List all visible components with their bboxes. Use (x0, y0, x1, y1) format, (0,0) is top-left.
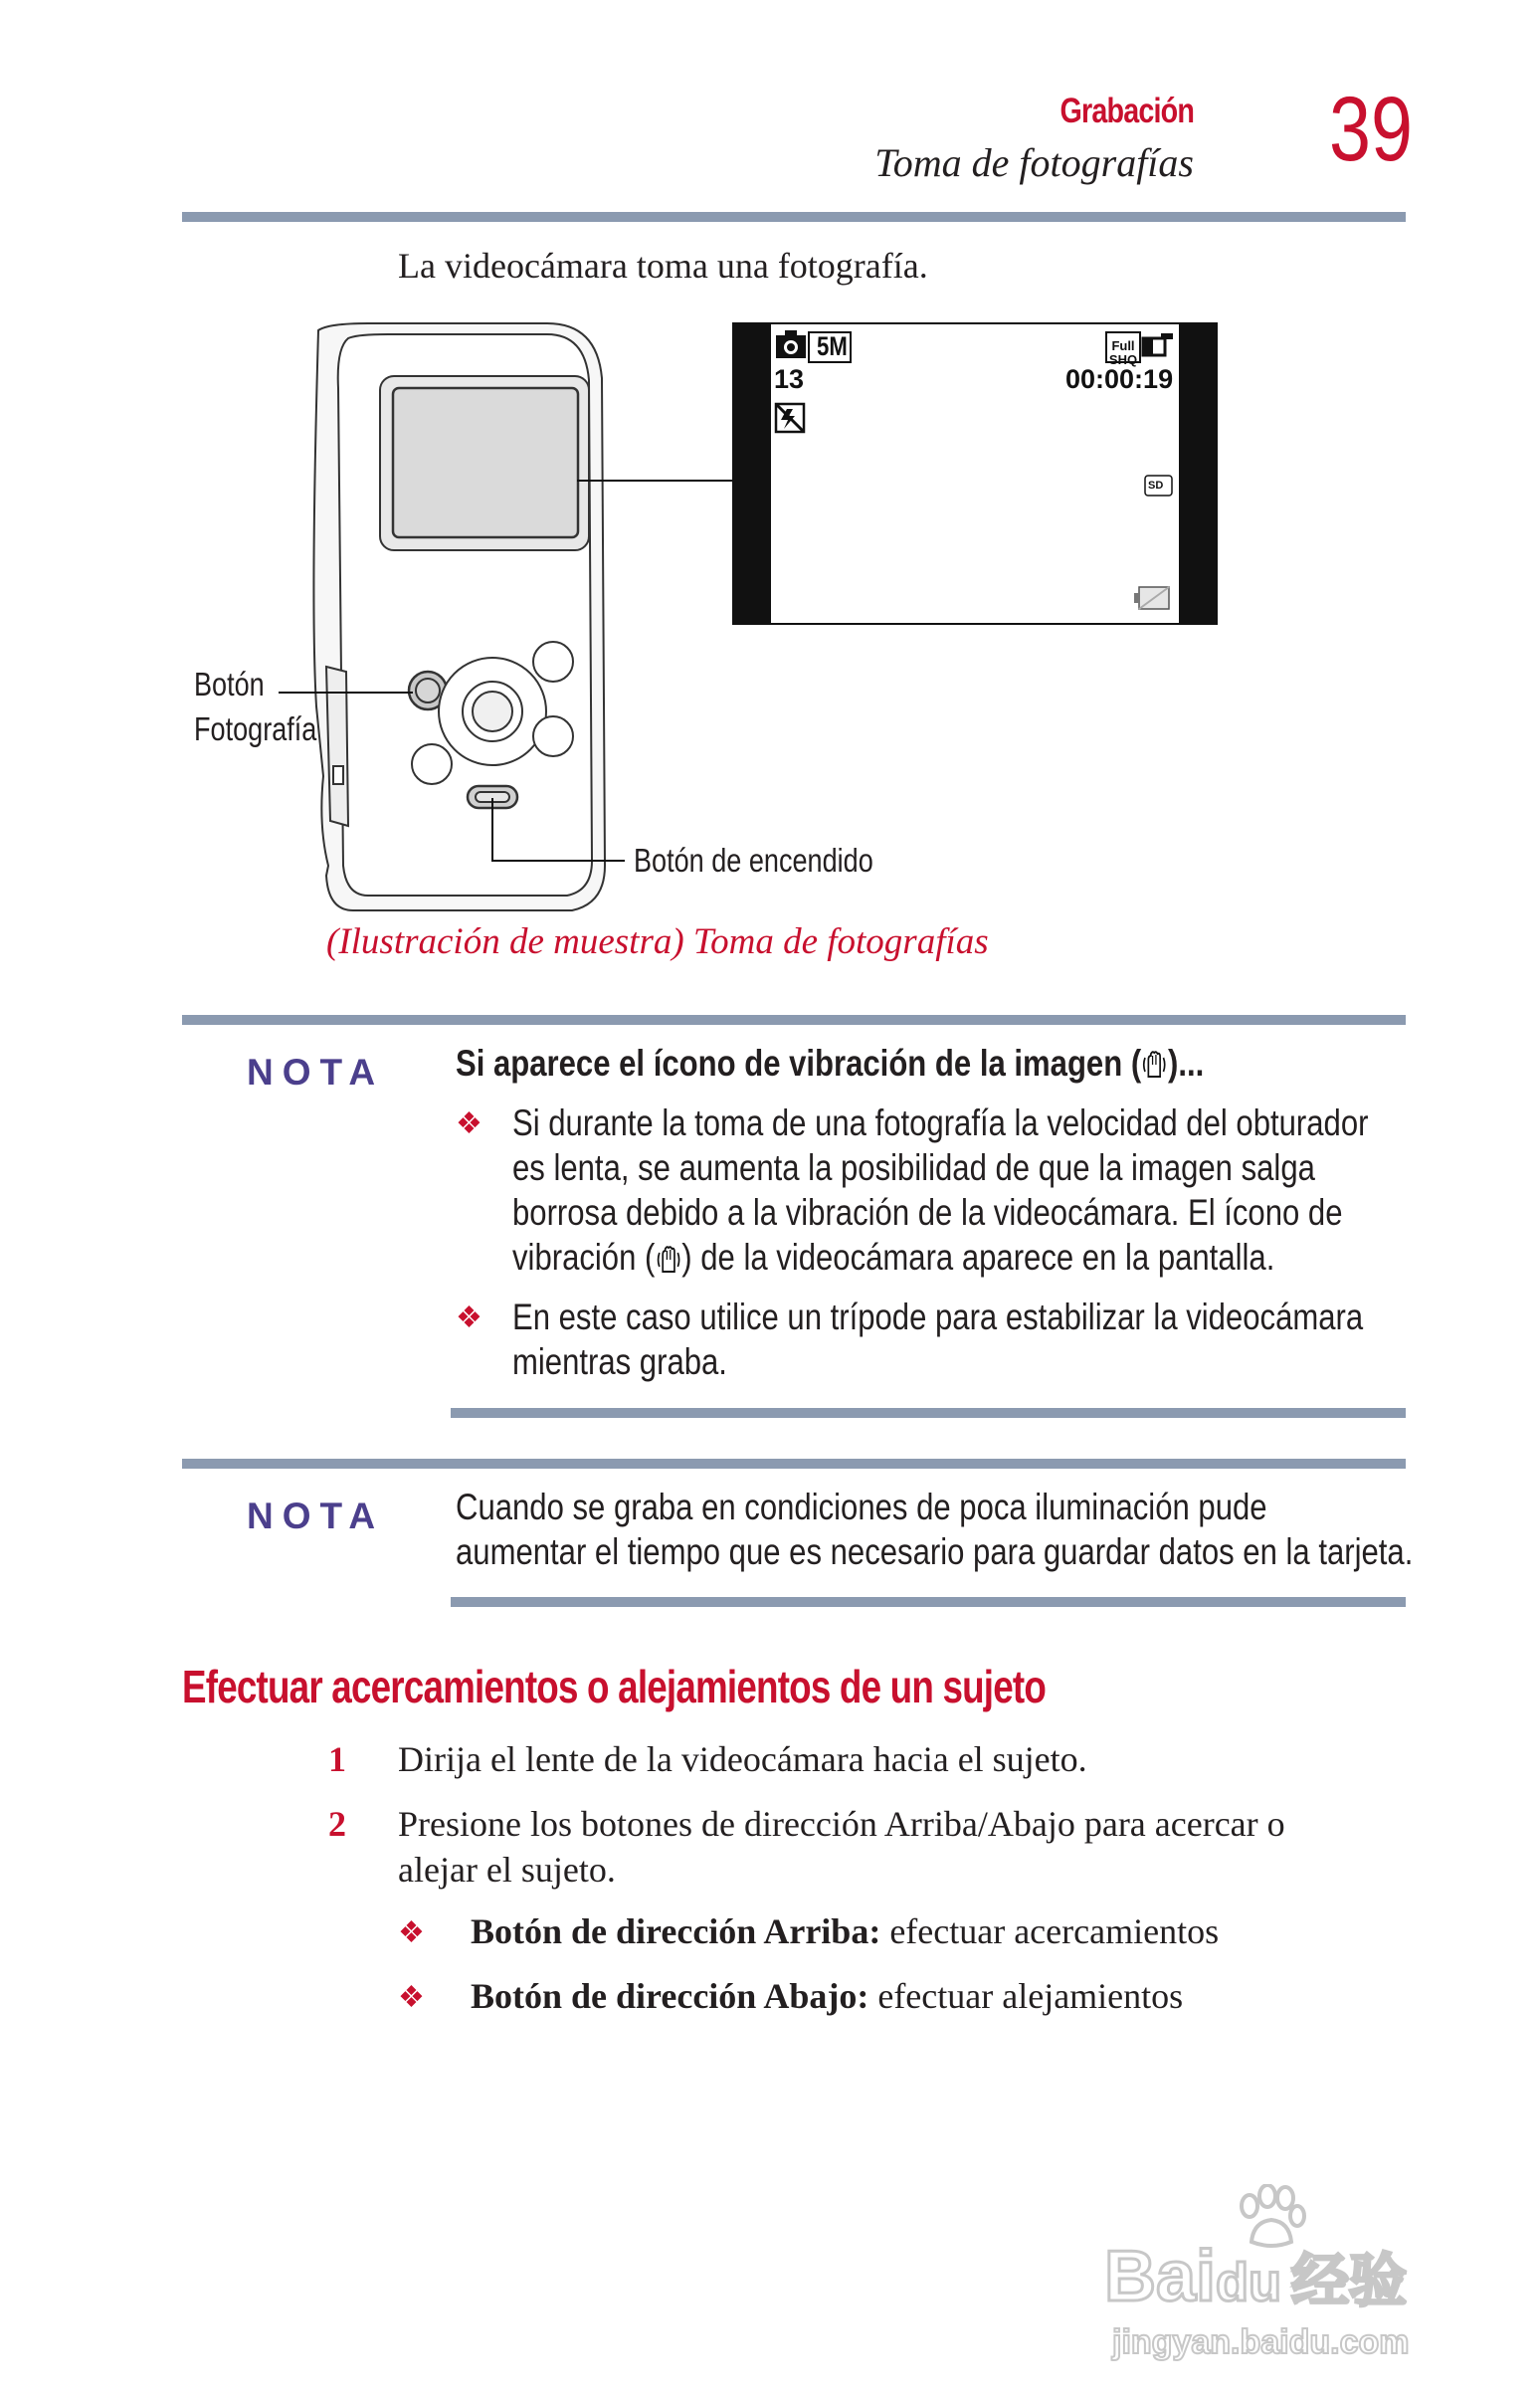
step2-number: 2 (328, 1804, 346, 1844)
note1-bullet1: Si durante la toma de una fotografía la velocidad del obturador es lenta, se aumenta la posibilidad de que la imagen salga borrosa debido a la vibración de la videocámara. El ícono de vibración ( ) de la videocámara aparece en la pantalla. (512, 1102, 1369, 1278)
figure-caption: (Ilustración de muestra) Toma de fotografías (326, 921, 989, 962)
watermark-brand: Bai (1104, 2237, 1217, 2316)
sub-bullet2-diamond: ❖ (398, 1981, 425, 2014)
shake-hand-icon (1141, 1050, 1168, 1080)
timecode: 00:00:19 (1065, 364, 1174, 394)
shake-hand-icon-inline (655, 1245, 681, 1275)
baidu-watermark (1104, 2184, 1502, 2373)
quality-badge: Full SHQ (1108, 338, 1138, 367)
sd-badge-text: SD (1148, 480, 1164, 492)
header-chapter: Grabación (1059, 92, 1194, 130)
watermark-brand2: du (1216, 2253, 1282, 2312)
section-heading: Efectuar acercamientos o alejamientos de un sujeto (182, 1661, 1047, 1712)
watermark-cjk: 经验 (1291, 2249, 1408, 2313)
sub-bullet2: Botón de dirección Abajo: efectuar alejamientos (471, 1976, 1184, 2016)
note2-text: Cuando se graba en condiciones de poca iluminación pude aumentar el tiempo que es necesario para guardar datos en la tarjeta. (456, 1487, 1414, 1572)
header-rule (182, 212, 1406, 222)
shots-remaining: 13 (774, 364, 805, 394)
note1-bullet1-diamond: ❖ (456, 1107, 482, 1140)
callout-photo-button-line1: Botón (194, 666, 265, 702)
flash-off-icon (776, 404, 804, 432)
note1-title: Si aparece el ícono de vibración de la imagen ( )... (456, 1043, 1205, 1084)
battery-icon (1134, 587, 1169, 609)
step1-text: Dirija el lente de la videocámara hacia el sujeto. (398, 1739, 1087, 1779)
sub-bullet1-diamond: ❖ (398, 1916, 425, 1949)
callout-photo-button-line2: Fotografía (194, 710, 317, 747)
note1-top-rule (182, 1015, 1406, 1025)
note2-bottom-rule (451, 1597, 1406, 1607)
step2-text: Presione los botones de dirección Arriba/Abajo para acercar o alejar el sujeto. (398, 1804, 1285, 1890)
note1-bullet2: En este caso utilice un trípode para estabilizar la videocámara mientras graba. (512, 1297, 1364, 1382)
resolution-badge: 5M (817, 331, 848, 361)
note2-label: NOTA (247, 1496, 385, 1536)
note1-bullet2-diamond: ❖ (456, 1301, 482, 1334)
watermark-url: jingyan.baidu.com (1112, 2323, 1410, 2361)
sub-bullet1: Botón de dirección Arriba: efectuar acercamientos (471, 1911, 1220, 1951)
step1-number: 1 (328, 1739, 346, 1779)
callout-power-button: Botón de encendido (634, 842, 873, 879)
page-number: 39 (1329, 79, 1413, 180)
note1-bottom-rule (451, 1408, 1406, 1418)
note2-top-rule (182, 1459, 1406, 1469)
note1-label: NOTA (247, 1052, 385, 1093)
header-section: Toma de fotografías (874, 140, 1194, 185)
camera-illustration (179, 308, 1234, 945)
intro-text: La videocámara toma una fotografía. (398, 246, 928, 286)
